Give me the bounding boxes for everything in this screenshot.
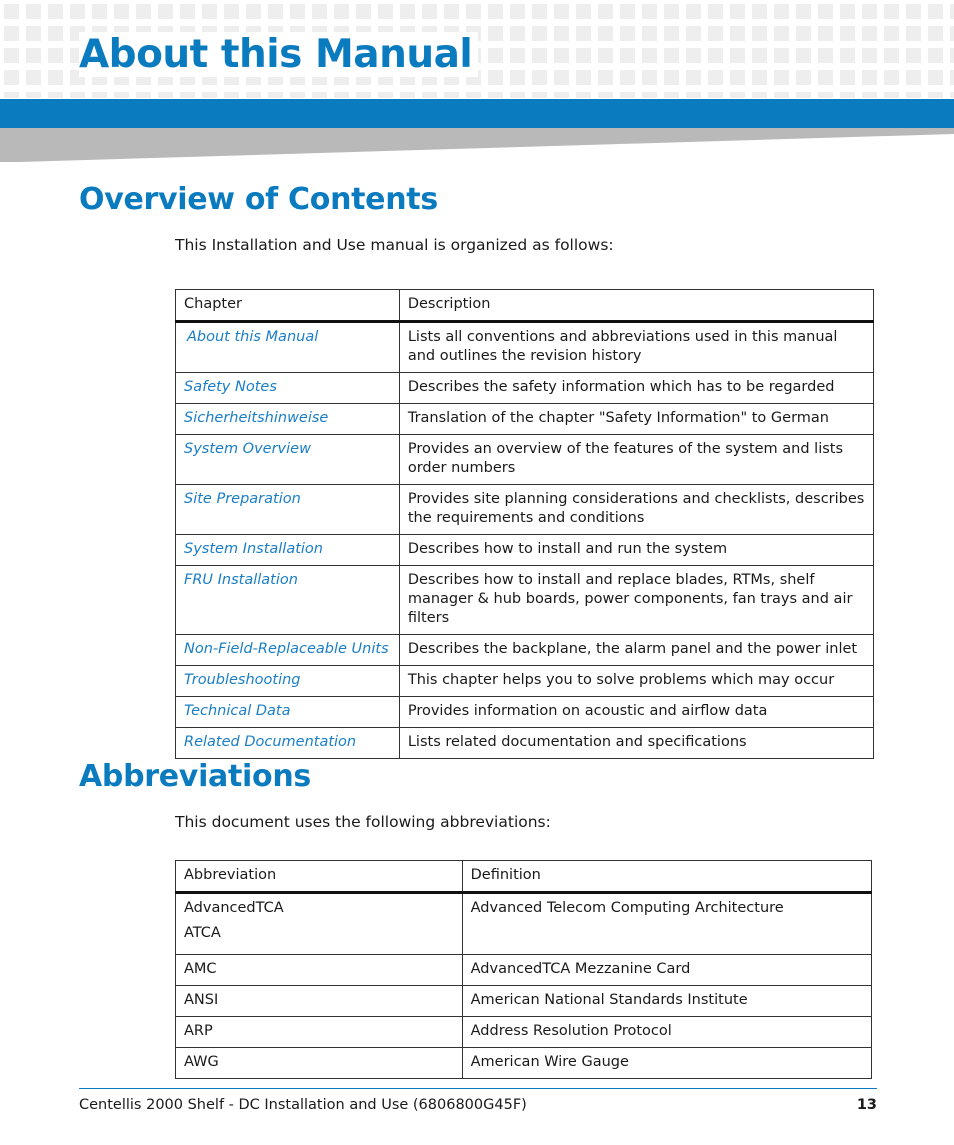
table-row bbox=[176, 485, 874, 535]
chapter-cell bbox=[176, 697, 400, 728]
chapter-link[interactable]: System Overview bbox=[184, 441, 311, 457]
table-row bbox=[176, 322, 874, 373]
header-blue-band bbox=[0, 99, 954, 128]
table-row bbox=[176, 535, 874, 566]
table-row bbox=[176, 666, 874, 697]
table-row bbox=[176, 1017, 872, 1048]
table-row bbox=[176, 893, 872, 955]
table-row bbox=[176, 697, 874, 728]
table-row bbox=[176, 566, 874, 635]
page-number: 13 bbox=[856, 1097, 877, 1113]
chapter-cell bbox=[176, 322, 400, 373]
definition-cell: Address Resolution Protocol bbox=[462, 1017, 871, 1048]
chapter-link[interactable]: FRU Installation bbox=[184, 572, 298, 588]
abbreviation-term: ATCA bbox=[184, 925, 221, 941]
table-header-row bbox=[176, 861, 872, 893]
chapter-link[interactable]: Troubleshooting bbox=[184, 672, 301, 688]
definition-cell: American National Standards Institute bbox=[462, 986, 871, 1017]
overview-heading: Overview of Contents bbox=[79, 182, 438, 217]
description-cell: Describes how to install and run the system bbox=[399, 535, 873, 566]
table-header-row bbox=[176, 290, 874, 322]
description-cell: Provides site planning considerations and checklists, describes the requirements and conditions bbox=[399, 485, 873, 535]
description-cell: Describes the backplane, the alarm panel and the power inlet bbox=[399, 635, 873, 666]
footer-document-title: Centellis 2000 Shelf - DC Installation and Use (6806800G45F) bbox=[79, 1097, 527, 1113]
table-row bbox=[176, 373, 874, 404]
page-title: About this Manual bbox=[79, 32, 478, 77]
chapter-cell bbox=[176, 666, 400, 697]
abbreviation-cell bbox=[176, 986, 463, 1017]
abbreviation-term: AdvancedTCA bbox=[184, 900, 284, 916]
footer-rule bbox=[79, 1088, 877, 1089]
chapter-cell bbox=[176, 373, 400, 404]
chapter-link[interactable]: About this Manual bbox=[187, 329, 319, 345]
abbreviations-table bbox=[175, 860, 872, 1079]
table-row bbox=[176, 435, 874, 485]
chapter-cell bbox=[176, 566, 400, 635]
abbreviation-term: AMC bbox=[184, 961, 217, 977]
table-row bbox=[176, 986, 872, 1017]
description-cell: Provides an overview of the features of the system and lists order numbers bbox=[399, 435, 873, 485]
abbreviation-term: ARP bbox=[184, 1023, 213, 1039]
definition-cell: Advanced Telecom Computing Architecture bbox=[462, 893, 871, 955]
definition-cell: American Wire Gauge bbox=[462, 1048, 871, 1079]
abbreviations-intro: This document uses the following abbreviations: bbox=[175, 813, 551, 831]
description-cell: This chapter helps you to solve problems which may occur bbox=[399, 666, 873, 697]
chapter-cell bbox=[176, 728, 400, 759]
description-cell: Describes the safety information which has to be regarded bbox=[399, 373, 873, 404]
chapter-cell bbox=[176, 404, 400, 435]
description-cell: Lists related documentation and specifications bbox=[399, 728, 873, 759]
chapter-link[interactable]: Safety Notes bbox=[184, 379, 277, 395]
description-cell: Lists all conventions and abbreviations used in this manual and outlines the revision history bbox=[399, 322, 873, 373]
chapter-cell bbox=[176, 485, 400, 535]
table-row bbox=[176, 728, 874, 759]
abbreviation-cell bbox=[176, 1017, 463, 1048]
abbreviation-term: ANSI bbox=[184, 992, 219, 1008]
chapter-cell bbox=[176, 535, 400, 566]
table-row bbox=[176, 1048, 872, 1079]
chapter-link[interactable]: Site Preparation bbox=[184, 491, 301, 507]
column-header-chapter: Chapter bbox=[176, 290, 400, 322]
chapter-link[interactable]: Related Documentation bbox=[184, 734, 357, 750]
chapter-cell bbox=[176, 435, 400, 485]
overview-table bbox=[175, 289, 874, 759]
definition-cell: AdvancedTCA Mezzanine Card bbox=[462, 955, 871, 986]
description-cell: Describes how to install and replace blades, RTMs, shelf manager & hub boards, power components, fan trays and air filters bbox=[399, 566, 873, 635]
column-header-definition: Definition bbox=[462, 861, 871, 893]
abbreviation-cell bbox=[176, 893, 463, 955]
abbreviation-term: AWG bbox=[184, 1054, 219, 1070]
chapter-link[interactable]: Non-Field-Replaceable Units bbox=[184, 641, 389, 657]
chapter-link[interactable]: Sicherheitshinweise bbox=[184, 410, 329, 426]
column-header-description: Description bbox=[399, 290, 873, 322]
column-header-abbreviation: Abbreviation bbox=[176, 861, 463, 893]
abbreviation-cell bbox=[176, 955, 463, 986]
chapter-link[interactable]: Technical Data bbox=[184, 703, 291, 719]
description-cell: Translation of the chapter "Safety Information" to German bbox=[399, 404, 873, 435]
table-row bbox=[176, 635, 874, 666]
abbreviation-cell bbox=[176, 1048, 463, 1079]
header-gray-swoosh bbox=[0, 128, 954, 164]
table-row bbox=[176, 404, 874, 435]
table-row bbox=[176, 955, 872, 986]
abbreviations-heading: Abbreviations bbox=[79, 759, 311, 794]
description-cell: Provides information on acoustic and airflow data bbox=[399, 697, 873, 728]
chapter-cell bbox=[176, 635, 400, 666]
chapter-link[interactable]: System Installation bbox=[184, 541, 323, 557]
overview-intro: This Installation and Use manual is organized as follows: bbox=[175, 236, 614, 254]
